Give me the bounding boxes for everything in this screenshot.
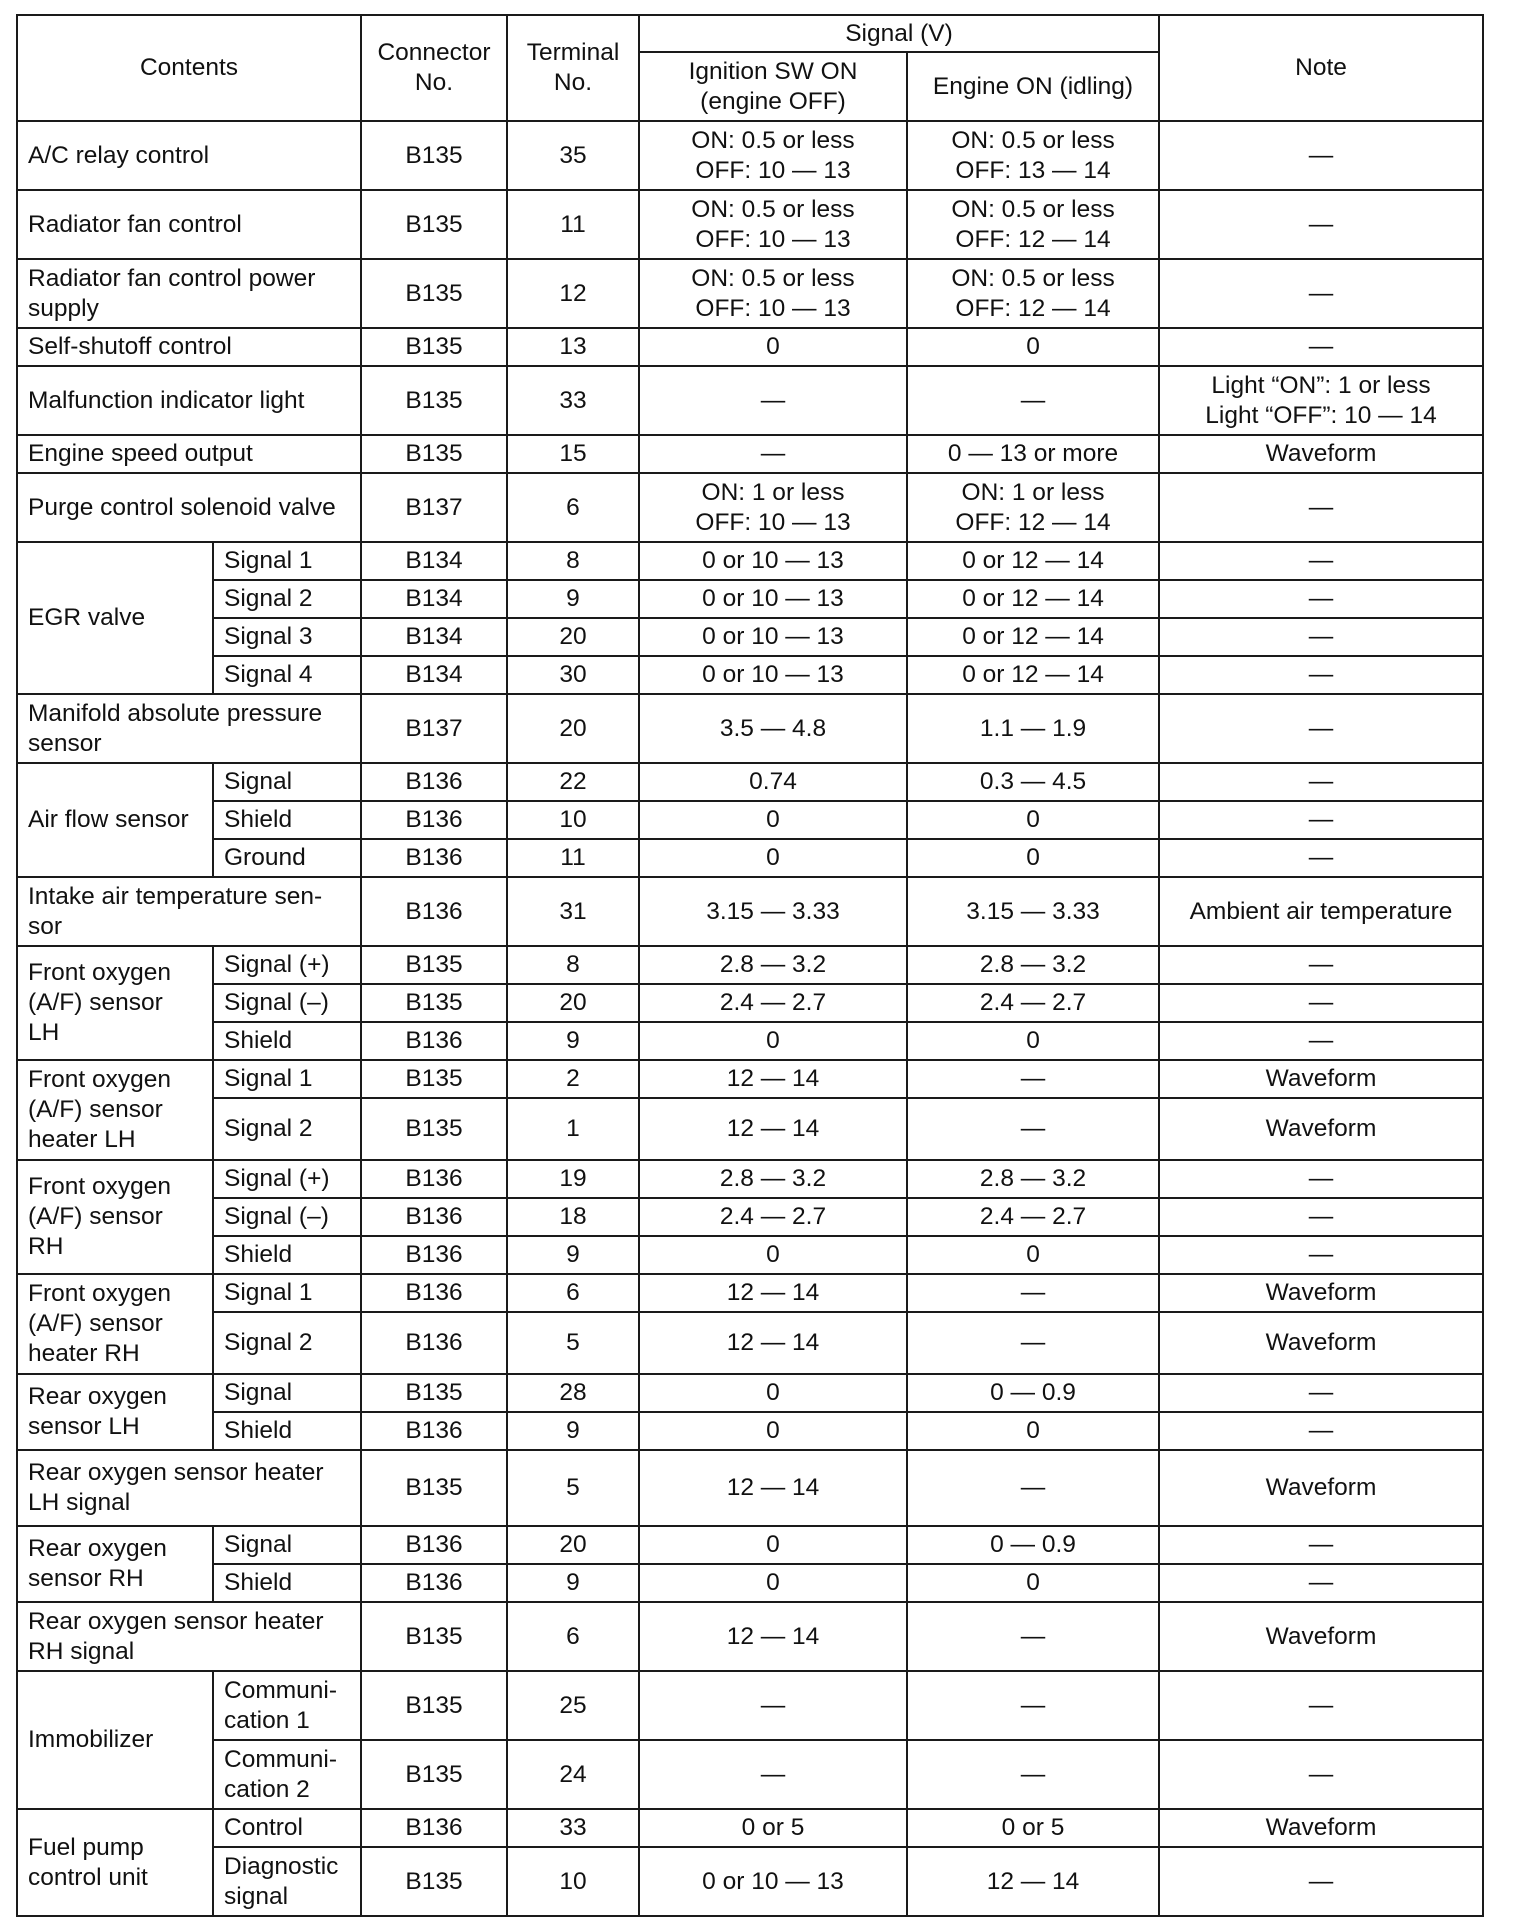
note-cell: — xyxy=(1159,259,1483,328)
ignition-on-cell: 0 or 10 — 13 xyxy=(639,1847,907,1916)
connector-cell: B135 xyxy=(361,259,507,328)
connector-cell: B136 xyxy=(361,1274,507,1312)
contents-sub-cell: Shield xyxy=(213,1236,361,1274)
note-cell: — xyxy=(1159,121,1483,190)
table-body xyxy=(17,121,1483,1916)
terminal-cell: 9 xyxy=(507,1564,639,1602)
engine-on-cell: — xyxy=(907,1671,1159,1740)
connector-cell: B137 xyxy=(361,694,507,763)
engine-on-cell: 0 or 12 — 14 xyxy=(907,542,1159,580)
contents-sub-cell: Signal 2 xyxy=(213,1098,361,1160)
engine-on-cell: 0 or 12 — 14 xyxy=(907,618,1159,656)
note-cell: — xyxy=(1159,1198,1483,1236)
table-row xyxy=(17,763,1483,801)
engine-on-cell: 0 xyxy=(907,328,1159,366)
note-cell: Waveform xyxy=(1159,1274,1483,1312)
connector-cell: B134 xyxy=(361,580,507,618)
ignition-on-cell: 0 xyxy=(639,801,907,839)
ignition-on-cell: 0 xyxy=(639,1022,907,1060)
ignition-on-cell: 0 or 10 — 13 xyxy=(639,618,907,656)
note-cell: — xyxy=(1159,542,1483,580)
table-row xyxy=(17,694,1483,763)
connector-cell: B136 xyxy=(361,1312,507,1374)
connector-cell: B135 xyxy=(361,984,507,1022)
contents-sub-cell: Signal 3 xyxy=(213,618,361,656)
note-cell: — xyxy=(1159,1160,1483,1198)
ignition-on-cell: — xyxy=(639,366,907,435)
engine-on-cell: 2.4 — 2.7 xyxy=(907,1198,1159,1236)
engine-on-cell: 0 or 5 xyxy=(907,1809,1159,1847)
terminal-cell: 8 xyxy=(507,946,639,984)
engine-on-cell: — xyxy=(907,1274,1159,1312)
ignition-on-cell: 2.8 — 3.2 xyxy=(639,946,907,984)
connector-cell: B134 xyxy=(361,656,507,694)
terminal-cell: 35 xyxy=(507,121,639,190)
contents-sub-cell: Signal xyxy=(213,1374,361,1412)
contents-group-cell: Front oxygen (A/F) sensor RH xyxy=(17,1160,213,1274)
note-cell: Waveform xyxy=(1159,1602,1483,1671)
terminal-cell: 9 xyxy=(507,1022,639,1060)
table-row xyxy=(17,877,1483,946)
table-row xyxy=(17,656,1483,694)
terminal-cell: 9 xyxy=(507,1236,639,1274)
table-row xyxy=(17,435,1483,473)
table-row xyxy=(17,1740,1483,1809)
ignition-on-cell: 3.5 — 4.8 xyxy=(639,694,907,763)
contents-sub-cell: Signal 2 xyxy=(213,1312,361,1374)
connector-cell: B135 xyxy=(361,1847,507,1916)
terminal-cell: 20 xyxy=(507,618,639,656)
terminal-cell: 22 xyxy=(507,763,639,801)
table-row xyxy=(17,984,1483,1022)
header-note: Note xyxy=(1159,15,1483,121)
ignition-on-cell: 12 — 14 xyxy=(639,1602,907,1671)
terminal-cell: 19 xyxy=(507,1160,639,1198)
table-row xyxy=(17,1312,1483,1374)
ignition-on-cell: — xyxy=(639,435,907,473)
ignition-on-cell: 12 — 14 xyxy=(639,1098,907,1160)
table-row xyxy=(17,1236,1483,1274)
engine-on-cell: 0 xyxy=(907,1564,1159,1602)
contents-group-cell: EGR valve xyxy=(17,542,213,694)
note-cell: Waveform xyxy=(1159,1450,1483,1526)
note-cell: — xyxy=(1159,328,1483,366)
connector-cell: B135 xyxy=(361,1671,507,1740)
table-row xyxy=(17,1022,1483,1060)
ignition-on-cell: 12 — 14 xyxy=(639,1274,907,1312)
table-row xyxy=(17,1374,1483,1412)
contents-sub-cell: Communi- cation 2 xyxy=(213,1740,361,1809)
engine-on-cell: ON: 0.5 or less OFF: 12 — 14 xyxy=(907,190,1159,259)
terminal-cell: 6 xyxy=(507,1602,639,1671)
table-row xyxy=(17,801,1483,839)
contents-cell: Engine speed output xyxy=(17,435,361,473)
ignition-on-cell: 0 or 5 xyxy=(639,1809,907,1847)
engine-on-cell: — xyxy=(907,1602,1159,1671)
connector-cell: B136 xyxy=(361,763,507,801)
terminal-cell: 5 xyxy=(507,1450,639,1526)
engine-on-cell: 12 — 14 xyxy=(907,1847,1159,1916)
note-cell: Waveform xyxy=(1159,1098,1483,1160)
engine-on-cell: — xyxy=(907,1312,1159,1374)
terminal-cell: 1 xyxy=(507,1098,639,1160)
note-cell: — xyxy=(1159,1740,1483,1809)
contents-cell: Rear oxygen sensor heater LH signal xyxy=(17,1450,361,1526)
header-ignition-on: Ignition SW ON (engine OFF) xyxy=(639,52,907,121)
contents-group-cell: Front oxygen (A/F) sensor heater LH xyxy=(17,1060,213,1160)
ignition-on-cell: 0 or 10 — 13 xyxy=(639,656,907,694)
connector-cell: B135 xyxy=(361,121,507,190)
contents-sub-cell: Shield xyxy=(213,1022,361,1060)
ignition-on-cell: 0 xyxy=(639,1526,907,1564)
table-row xyxy=(17,1198,1483,1236)
connector-cell: B135 xyxy=(361,435,507,473)
terminal-cell: 12 xyxy=(507,259,639,328)
engine-on-cell: — xyxy=(907,1740,1159,1809)
ignition-on-cell: 0 xyxy=(639,1564,907,1602)
connector-cell: B135 xyxy=(361,190,507,259)
engine-on-cell: — xyxy=(907,1060,1159,1098)
contents-sub-cell: Communi- cation 1 xyxy=(213,1671,361,1740)
table-row xyxy=(17,1274,1483,1312)
terminal-cell: 6 xyxy=(507,1274,639,1312)
table-row xyxy=(17,580,1483,618)
connector-cell: B135 xyxy=(361,1602,507,1671)
connector-cell: B136 xyxy=(361,1412,507,1450)
contents-group-cell: Rear oxygen sensor RH xyxy=(17,1526,213,1602)
ignition-on-cell: ON: 0.5 or less OFF: 10 — 13 xyxy=(639,121,907,190)
contents-sub-cell: Signal (+) xyxy=(213,946,361,984)
connector-cell: B136 xyxy=(361,877,507,946)
table-row xyxy=(17,618,1483,656)
engine-on-cell: 0.3 — 4.5 xyxy=(907,763,1159,801)
terminal-cell: 20 xyxy=(507,694,639,763)
contents-sub-cell: Diagnostic signal xyxy=(213,1847,361,1916)
table-row xyxy=(17,259,1483,328)
table-row xyxy=(17,1847,1483,1916)
table-row xyxy=(17,121,1483,190)
ignition-on-cell: 0 xyxy=(639,1374,907,1412)
contents-sub-cell: Signal (–) xyxy=(213,984,361,1022)
ignition-on-cell: 0 xyxy=(639,1236,907,1274)
connector-cell: B136 xyxy=(361,1236,507,1274)
connector-cell: B135 xyxy=(361,1060,507,1098)
contents-cell: Manifold absolute pressure sensor xyxy=(17,694,361,763)
engine-on-cell: 0 or 12 — 14 xyxy=(907,656,1159,694)
connector-cell: B135 xyxy=(361,946,507,984)
contents-sub-cell: Signal 2 xyxy=(213,580,361,618)
contents-cell: Self-shutoff control xyxy=(17,328,361,366)
terminal-cell: 11 xyxy=(507,190,639,259)
connector-cell: B136 xyxy=(361,1160,507,1198)
note-cell: Light “ON”: 1 or less Light “OFF”: 10 — 14 xyxy=(1159,366,1483,435)
table-row xyxy=(17,473,1483,542)
connector-cell: B136 xyxy=(361,1022,507,1060)
contents-cell: A/C relay control xyxy=(17,121,361,190)
terminal-cell: 20 xyxy=(507,1526,639,1564)
terminal-cell: 9 xyxy=(507,580,639,618)
ignition-on-cell: 3.15 — 3.33 xyxy=(639,877,907,946)
note-cell: Waveform xyxy=(1159,1312,1483,1374)
table-row xyxy=(17,366,1483,435)
note-cell: — xyxy=(1159,1412,1483,1450)
note-cell: — xyxy=(1159,763,1483,801)
terminal-cell: 9 xyxy=(507,1412,639,1450)
ignition-on-cell: 0 xyxy=(639,1412,907,1450)
ignition-on-cell: ON: 0.5 or less OFF: 10 — 13 xyxy=(639,190,907,259)
connector-cell: B136 xyxy=(361,1198,507,1236)
connector-cell: B134 xyxy=(361,618,507,656)
note-cell: Waveform xyxy=(1159,1809,1483,1847)
contents-cell: Purge control solenoid valve xyxy=(17,473,361,542)
note-cell: — xyxy=(1159,839,1483,877)
connector-cell: B137 xyxy=(361,473,507,542)
header-engine-on: Engine ON (idling) xyxy=(907,52,1159,121)
contents-sub-cell: Signal 4 xyxy=(213,656,361,694)
contents-sub-cell: Ground xyxy=(213,839,361,877)
contents-sub-cell: Shield xyxy=(213,1412,361,1450)
ignition-on-cell: — xyxy=(639,1671,907,1740)
ignition-on-cell: ON: 1 or less OFF: 10 — 13 xyxy=(639,473,907,542)
terminal-cell: 33 xyxy=(507,1809,639,1847)
ignition-on-cell: 0.74 xyxy=(639,763,907,801)
table-row xyxy=(17,1098,1483,1160)
contents-sub-cell: Signal 1 xyxy=(213,1060,361,1098)
engine-on-cell: 1.1 — 1.9 xyxy=(907,694,1159,763)
note-cell: — xyxy=(1159,473,1483,542)
table-row xyxy=(17,1671,1483,1740)
table-row xyxy=(17,1602,1483,1671)
note-cell: — xyxy=(1159,694,1483,763)
connector-cell: B136 xyxy=(361,839,507,877)
ignition-on-cell: — xyxy=(639,1740,907,1809)
ignition-on-cell: 12 — 14 xyxy=(639,1060,907,1098)
note-cell: — xyxy=(1159,656,1483,694)
engine-on-cell: 0 xyxy=(907,1022,1159,1060)
table-row xyxy=(17,1564,1483,1602)
contents-group-cell: Immobilizer xyxy=(17,1671,213,1809)
engine-on-cell: ON: 0.5 or less OFF: 13 — 14 xyxy=(907,121,1159,190)
table-row xyxy=(17,1160,1483,1198)
note-cell: — xyxy=(1159,1236,1483,1274)
contents-cell: Malfunction indicator light xyxy=(17,366,361,435)
signal-table-container xyxy=(16,14,1482,1910)
contents-cell: Intake air temperature sen- sor xyxy=(17,877,361,946)
contents-sub-cell: Signal 1 xyxy=(213,542,361,580)
engine-on-cell: 0 or 12 — 14 xyxy=(907,580,1159,618)
engine-on-cell: ON: 1 or less OFF: 12 — 14 xyxy=(907,473,1159,542)
note-cell: — xyxy=(1159,580,1483,618)
ignition-on-cell: 0 xyxy=(639,839,907,877)
table-row xyxy=(17,1412,1483,1450)
connector-cell: B135 xyxy=(361,1450,507,1526)
contents-sub-cell: Signal xyxy=(213,1526,361,1564)
table-row xyxy=(17,946,1483,984)
ignition-on-cell: 12 — 14 xyxy=(639,1312,907,1374)
engine-on-cell: 0 xyxy=(907,1412,1159,1450)
note-cell: Waveform xyxy=(1159,1060,1483,1098)
ignition-on-cell: 12 — 14 xyxy=(639,1450,907,1526)
engine-on-cell: 0 — 0.9 xyxy=(907,1374,1159,1412)
terminal-cell: 11 xyxy=(507,839,639,877)
contents-group-cell: Air flow sensor xyxy=(17,763,213,877)
note-cell: — xyxy=(1159,1374,1483,1412)
contents-group-cell: Front oxygen (A/F) sensor heater RH xyxy=(17,1274,213,1374)
terminal-cell: 20 xyxy=(507,984,639,1022)
engine-on-cell: 0 — 13 or more xyxy=(907,435,1159,473)
header-row-1 xyxy=(17,15,1483,52)
engine-on-cell: — xyxy=(907,1098,1159,1160)
connector-cell: B135 xyxy=(361,1740,507,1809)
terminal-cell: 25 xyxy=(507,1671,639,1740)
table-row xyxy=(17,1060,1483,1098)
ignition-on-cell: 0 or 10 — 13 xyxy=(639,542,907,580)
table-row xyxy=(17,839,1483,877)
engine-on-cell: 2.8 — 3.2 xyxy=(907,946,1159,984)
engine-on-cell: — xyxy=(907,1450,1159,1526)
signal-table xyxy=(16,14,1484,1917)
terminal-cell: 6 xyxy=(507,473,639,542)
note-cell: — xyxy=(1159,1564,1483,1602)
note-cell: — xyxy=(1159,801,1483,839)
terminal-cell: 2 xyxy=(507,1060,639,1098)
connector-cell: B135 xyxy=(361,1374,507,1412)
engine-on-cell: 0 xyxy=(907,801,1159,839)
engine-on-cell: 2.8 — 3.2 xyxy=(907,1160,1159,1198)
contents-sub-cell: Signal xyxy=(213,763,361,801)
note-cell: — xyxy=(1159,190,1483,259)
terminal-cell: 15 xyxy=(507,435,639,473)
header-signal: Signal (V) xyxy=(639,15,1159,52)
engine-on-cell: 3.15 — 3.33 xyxy=(907,877,1159,946)
note-cell: — xyxy=(1159,1671,1483,1740)
engine-on-cell: 0 xyxy=(907,839,1159,877)
terminal-cell: 28 xyxy=(507,1374,639,1412)
table-row xyxy=(17,1526,1483,1564)
table-row xyxy=(17,1809,1483,1847)
table-row xyxy=(17,190,1483,259)
note-cell: — xyxy=(1159,1847,1483,1916)
table-row xyxy=(17,328,1483,366)
note-cell: Ambient air temperature xyxy=(1159,877,1483,946)
terminal-cell: 30 xyxy=(507,656,639,694)
engine-on-cell: — xyxy=(907,366,1159,435)
contents-sub-cell: Signal 1 xyxy=(213,1274,361,1312)
table-row xyxy=(17,542,1483,580)
terminal-cell: 24 xyxy=(507,1740,639,1809)
connector-cell: B136 xyxy=(361,801,507,839)
engine-on-cell: ON: 0.5 or less OFF: 12 — 14 xyxy=(907,259,1159,328)
contents-sub-cell: Signal (–) xyxy=(213,1198,361,1236)
connector-cell: B136 xyxy=(361,1526,507,1564)
connector-cell: B134 xyxy=(361,542,507,580)
engine-on-cell: 2.4 — 2.7 xyxy=(907,984,1159,1022)
connector-cell: B135 xyxy=(361,366,507,435)
connector-cell: B136 xyxy=(361,1809,507,1847)
ignition-on-cell: 2.4 — 2.7 xyxy=(639,1198,907,1236)
note-cell: — xyxy=(1159,1526,1483,1564)
note-cell: Waveform xyxy=(1159,435,1483,473)
terminal-cell: 18 xyxy=(507,1198,639,1236)
ignition-on-cell: 2.4 — 2.7 xyxy=(639,984,907,1022)
engine-on-cell: 0 — 0.9 xyxy=(907,1526,1159,1564)
contents-group-cell: Rear oxygen sensor LH xyxy=(17,1374,213,1450)
contents-sub-cell: Shield xyxy=(213,1564,361,1602)
terminal-cell: 8 xyxy=(507,542,639,580)
header-terminal: Terminal No. xyxy=(507,15,639,121)
ignition-on-cell: 2.8 — 3.2 xyxy=(639,1160,907,1198)
header-contents: Contents xyxy=(17,15,361,121)
ignition-on-cell: ON: 0.5 or less OFF: 10 — 13 xyxy=(639,259,907,328)
contents-sub-cell: Shield xyxy=(213,801,361,839)
note-cell: — xyxy=(1159,1022,1483,1060)
contents-sub-cell: Control xyxy=(213,1809,361,1847)
terminal-cell: 5 xyxy=(507,1312,639,1374)
connector-cell: B135 xyxy=(361,328,507,366)
contents-cell: Rear oxygen sensor heater RH signal xyxy=(17,1602,361,1671)
contents-sub-cell: Signal (+) xyxy=(213,1160,361,1198)
note-cell: — xyxy=(1159,946,1483,984)
ignition-on-cell: 0 or 10 — 13 xyxy=(639,580,907,618)
engine-on-cell: 0 xyxy=(907,1236,1159,1274)
contents-cell: Radiator fan control xyxy=(17,190,361,259)
note-cell: — xyxy=(1159,618,1483,656)
note-cell: — xyxy=(1159,984,1483,1022)
contents-group-cell: Front oxygen (A/F) sensor LH xyxy=(17,946,213,1060)
ignition-on-cell: 0 xyxy=(639,328,907,366)
connector-cell: B135 xyxy=(361,1098,507,1160)
contents-cell: Radiator fan control power supply xyxy=(17,259,361,328)
terminal-cell: 31 xyxy=(507,877,639,946)
table-row xyxy=(17,1450,1483,1526)
terminal-cell: 10 xyxy=(507,1847,639,1916)
terminal-cell: 33 xyxy=(507,366,639,435)
contents-group-cell: Fuel pump control unit xyxy=(17,1809,213,1916)
terminal-cell: 10 xyxy=(507,801,639,839)
terminal-cell: 13 xyxy=(507,328,639,366)
header-connector: Connector No. xyxy=(361,15,507,121)
connector-cell: B136 xyxy=(361,1564,507,1602)
